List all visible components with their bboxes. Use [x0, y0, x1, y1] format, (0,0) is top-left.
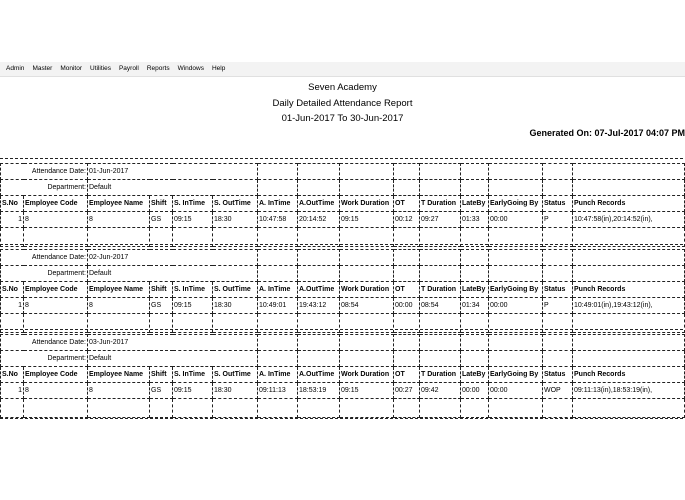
table-cell: WOP: [543, 383, 573, 399]
table-cell: 00:27: [394, 383, 420, 399]
empty-cell: [394, 351, 420, 367]
attendance-date-label: Attendance Date:: [1, 164, 88, 180]
table-cell: 1: [1, 298, 24, 314]
table-cell: 00:00: [394, 298, 420, 314]
table-cell: GS: [150, 383, 173, 399]
empty-cell: [461, 250, 489, 266]
column-header: S. OutTime: [213, 196, 258, 212]
table-cell: 09:27: [420, 212, 461, 228]
column-header-row: [1, 196, 685, 212]
table-cell: 8: [24, 212, 88, 228]
attendance-table: [0, 163, 685, 247]
empty-cell: [489, 335, 543, 351]
empty-cell: [340, 399, 394, 418]
table-cell: 18:53:19: [298, 383, 340, 399]
empty-cell: [173, 399, 213, 418]
empty-cell: [489, 266, 543, 282]
empty-cell: [340, 164, 394, 180]
column-header: Punch Records: [573, 367, 685, 383]
empty-cell: [573, 180, 685, 196]
empty-cell: [298, 335, 340, 351]
menu-payroll[interactable]: Payroll: [118, 65, 139, 72]
table-cell: 19:43:12: [298, 298, 340, 314]
column-header: Shift: [150, 367, 173, 383]
empty-cell: [489, 250, 543, 266]
column-header: Work Duration: [340, 196, 394, 212]
table-cell: GS: [150, 298, 173, 314]
column-header: S.No: [1, 196, 24, 212]
column-header: Shift: [150, 196, 173, 212]
column-header: S.No: [1, 367, 24, 383]
empty-cell: [1, 399, 24, 418]
column-header: Punch Records: [573, 196, 685, 212]
column-header: A. InTime: [258, 196, 298, 212]
column-header: Employee Name: [88, 282, 150, 298]
empty-cell: [258, 266, 298, 282]
empty-cell: [213, 399, 258, 418]
column-header: Employee Code: [24, 282, 88, 298]
empty-cell: [258, 351, 298, 367]
table-cell: 10:47:58: [258, 212, 298, 228]
menu-utilities[interactable]: Utilities: [90, 65, 111, 72]
empty-cell: [461, 399, 489, 418]
empty-cell: [573, 335, 685, 351]
report-subtitle: Daily Detailed Attendance Report: [272, 98, 413, 109]
column-header: T Duration: [420, 196, 461, 212]
column-header: Employee Code: [24, 367, 88, 383]
column-header: T Duration: [420, 282, 461, 298]
department-label: Department:: [1, 180, 88, 196]
column-header: Status: [543, 282, 573, 298]
table-cell: 09:15: [173, 383, 213, 399]
empty-cell: [461, 266, 489, 282]
empty-cell: [420, 164, 461, 180]
menu-bar: [0, 62, 685, 77]
empty-cell: [420, 399, 461, 418]
table-cell: 8: [88, 298, 150, 314]
column-header: Employee Code: [24, 196, 88, 212]
column-header: Status: [543, 196, 573, 212]
column-header: S. InTime: [173, 282, 213, 298]
empty-cell: [298, 180, 340, 196]
attendance-date-label: Attendance Date:: [1, 335, 88, 351]
table-cell: 09:15: [340, 212, 394, 228]
empty-cell: [543, 250, 573, 266]
top-area: [0, 0, 685, 62]
table-cell: 10:49:01(in),19:43:12(in),: [573, 298, 685, 314]
column-header: EarlyGoing By: [489, 196, 543, 212]
generated-on: Generated On: 07-Jul-2017 04:07 PM: [529, 128, 685, 138]
attendance-date-row: [1, 164, 685, 180]
table-cell: P: [543, 212, 573, 228]
blank-row: [1, 399, 685, 418]
department-label: Department:: [1, 266, 88, 282]
column-header: Employee Name: [88, 367, 150, 383]
table-cell: 20:14:52: [298, 212, 340, 228]
column-header: A.OutTime: [298, 282, 340, 298]
table-cell: 1: [1, 383, 24, 399]
column-header: S. OutTime: [213, 367, 258, 383]
empty-cell: [420, 180, 461, 196]
column-header: A. InTime: [258, 367, 298, 383]
column-header: EarlyGoing By: [489, 367, 543, 383]
empty-cell: [489, 351, 543, 367]
empty-cell: [340, 180, 394, 196]
empty-cell: [543, 335, 573, 351]
table-cell: 1: [1, 212, 24, 228]
table-cell: 18:30: [213, 383, 258, 399]
menu-help[interactable]: Help: [211, 65, 226, 72]
attendance-date-row: [1, 335, 685, 351]
report-title: Seven Academy: [308, 82, 377, 93]
table-cell: 18:30: [213, 298, 258, 314]
menu-monitor[interactable]: Monitor: [60, 65, 82, 72]
empty-cell: [394, 250, 420, 266]
column-header: A. InTime: [258, 282, 298, 298]
column-header: OT: [394, 196, 420, 212]
table-cell: 09:15: [340, 383, 394, 399]
empty-cell: [258, 399, 298, 418]
menu-reports[interactable]: Reports: [146, 65, 170, 72]
column-header: T Duration: [420, 367, 461, 383]
empty-cell: [298, 351, 340, 367]
column-header: A.OutTime: [298, 196, 340, 212]
empty-cell: [420, 250, 461, 266]
table-cell: 01:33: [461, 212, 489, 228]
empty-cell: [461, 335, 489, 351]
section-separator: [0, 329, 683, 330]
empty-cell: [298, 164, 340, 180]
table-cell: 08:54: [420, 298, 461, 314]
table-cell: 09:42: [420, 383, 461, 399]
section-separator: [0, 158, 683, 159]
department-row: [1, 266, 685, 282]
empty-cell: [394, 399, 420, 418]
empty-cell: [543, 164, 573, 180]
empty-cell: [258, 180, 298, 196]
empty-cell: [420, 266, 461, 282]
empty-cell: [298, 266, 340, 282]
column-header-row: [1, 282, 685, 298]
empty-cell: [340, 335, 394, 351]
empty-cell: [543, 266, 573, 282]
empty-cell: [340, 351, 394, 367]
empty-cell: [573, 164, 685, 180]
column-header: Shift: [150, 282, 173, 298]
column-header: EarlyGoing By: [489, 282, 543, 298]
column-header: OT: [394, 282, 420, 298]
column-header: Work Duration: [340, 282, 394, 298]
table-cell: 09:11:13(in),18:53:19(in),: [573, 383, 685, 399]
column-header-row: [1, 367, 685, 383]
attendance-date-value: 02-Jun-2017: [88, 250, 258, 266]
department-label: Department:: [1, 351, 88, 367]
empty-cell: [461, 164, 489, 180]
attendance-date-label: Attendance Date:: [1, 250, 88, 266]
empty-cell: [298, 399, 340, 418]
column-header: LateBy: [461, 196, 489, 212]
empty-cell: [543, 399, 573, 418]
table-cell: 00:12: [394, 212, 420, 228]
empty-cell: [394, 164, 420, 180]
column-header: S. OutTime: [213, 282, 258, 298]
table-row: [1, 212, 685, 228]
empty-cell: [340, 250, 394, 266]
empty-cell: [489, 399, 543, 418]
empty-cell: [258, 250, 298, 266]
empty-cell: [461, 351, 489, 367]
table-cell: 00:00: [489, 212, 543, 228]
table-cell: 8: [88, 383, 150, 399]
department-row: [1, 351, 685, 367]
table-cell: 09:15: [173, 298, 213, 314]
end-separator: [0, 418, 683, 419]
table-cell: 00:00: [489, 298, 543, 314]
table-cell: 10:47:58(in),20:14:52(in),: [573, 212, 685, 228]
attendance-date-row: [1, 250, 685, 266]
empty-cell: [489, 180, 543, 196]
empty-cell: [489, 164, 543, 180]
attendance-date-value: 03-Jun-2017: [88, 335, 258, 351]
empty-cell: [461, 180, 489, 196]
column-header: S. InTime: [173, 196, 213, 212]
table-cell: P: [543, 298, 573, 314]
section-separator: [0, 244, 683, 245]
empty-cell: [150, 399, 173, 418]
table-row: [1, 298, 685, 314]
table-row: [1, 383, 685, 399]
table-cell: 8: [24, 298, 88, 314]
table-cell: 10:49:01: [258, 298, 298, 314]
column-header: S.No: [1, 282, 24, 298]
table-cell: 01:34: [461, 298, 489, 314]
table-cell: 00:00: [461, 383, 489, 399]
table-cell: 09:11:13: [258, 383, 298, 399]
table-cell: 18:30: [213, 212, 258, 228]
empty-cell: [420, 335, 461, 351]
empty-cell: [394, 266, 420, 282]
menu-windows[interactable]: Windows: [177, 65, 204, 72]
table-cell: 8: [24, 383, 88, 399]
attendance-table: [0, 334, 685, 418]
column-header: OT: [394, 367, 420, 383]
department-value: Default: [88, 266, 258, 282]
column-header: LateBy: [461, 367, 489, 383]
empty-cell: [24, 399, 88, 418]
column-header: Employee Name: [88, 196, 150, 212]
attendance-date-value: 01-Jun-2017: [88, 164, 258, 180]
column-header: Work Duration: [340, 367, 394, 383]
empty-cell: [573, 266, 685, 282]
empty-cell: [543, 180, 573, 196]
empty-cell: [573, 250, 685, 266]
menu-admin[interactable]: Admin: [6, 65, 25, 72]
column-header: A.OutTime: [298, 367, 340, 383]
empty-cell: [340, 266, 394, 282]
report-date-range: 01-Jun-2017 To 30-Jun-2017: [281, 113, 404, 124]
empty-cell: [88, 399, 150, 418]
empty-cell: [258, 335, 298, 351]
menu-master[interactable]: Master: [32, 65, 53, 72]
empty-cell: [573, 351, 685, 367]
empty-cell: [258, 164, 298, 180]
empty-cell: [543, 351, 573, 367]
table-cell: 8: [88, 212, 150, 228]
empty-cell: [573, 399, 685, 418]
attendance-table: [0, 249, 685, 333]
column-header: S. InTime: [173, 367, 213, 383]
column-header: Punch Records: [573, 282, 685, 298]
table-cell: 08:54: [340, 298, 394, 314]
empty-cell: [298, 250, 340, 266]
table-cell: 00:00: [489, 383, 543, 399]
column-header: LateBy: [461, 282, 489, 298]
department-value: Default: [88, 351, 258, 367]
department-value: Default: [88, 180, 258, 196]
column-header: Status: [543, 367, 573, 383]
empty-cell: [394, 335, 420, 351]
table-cell: 09:15: [173, 212, 213, 228]
empty-cell: [394, 180, 420, 196]
department-row: [1, 180, 685, 196]
table-cell: GS: [150, 212, 173, 228]
empty-cell: [420, 351, 461, 367]
